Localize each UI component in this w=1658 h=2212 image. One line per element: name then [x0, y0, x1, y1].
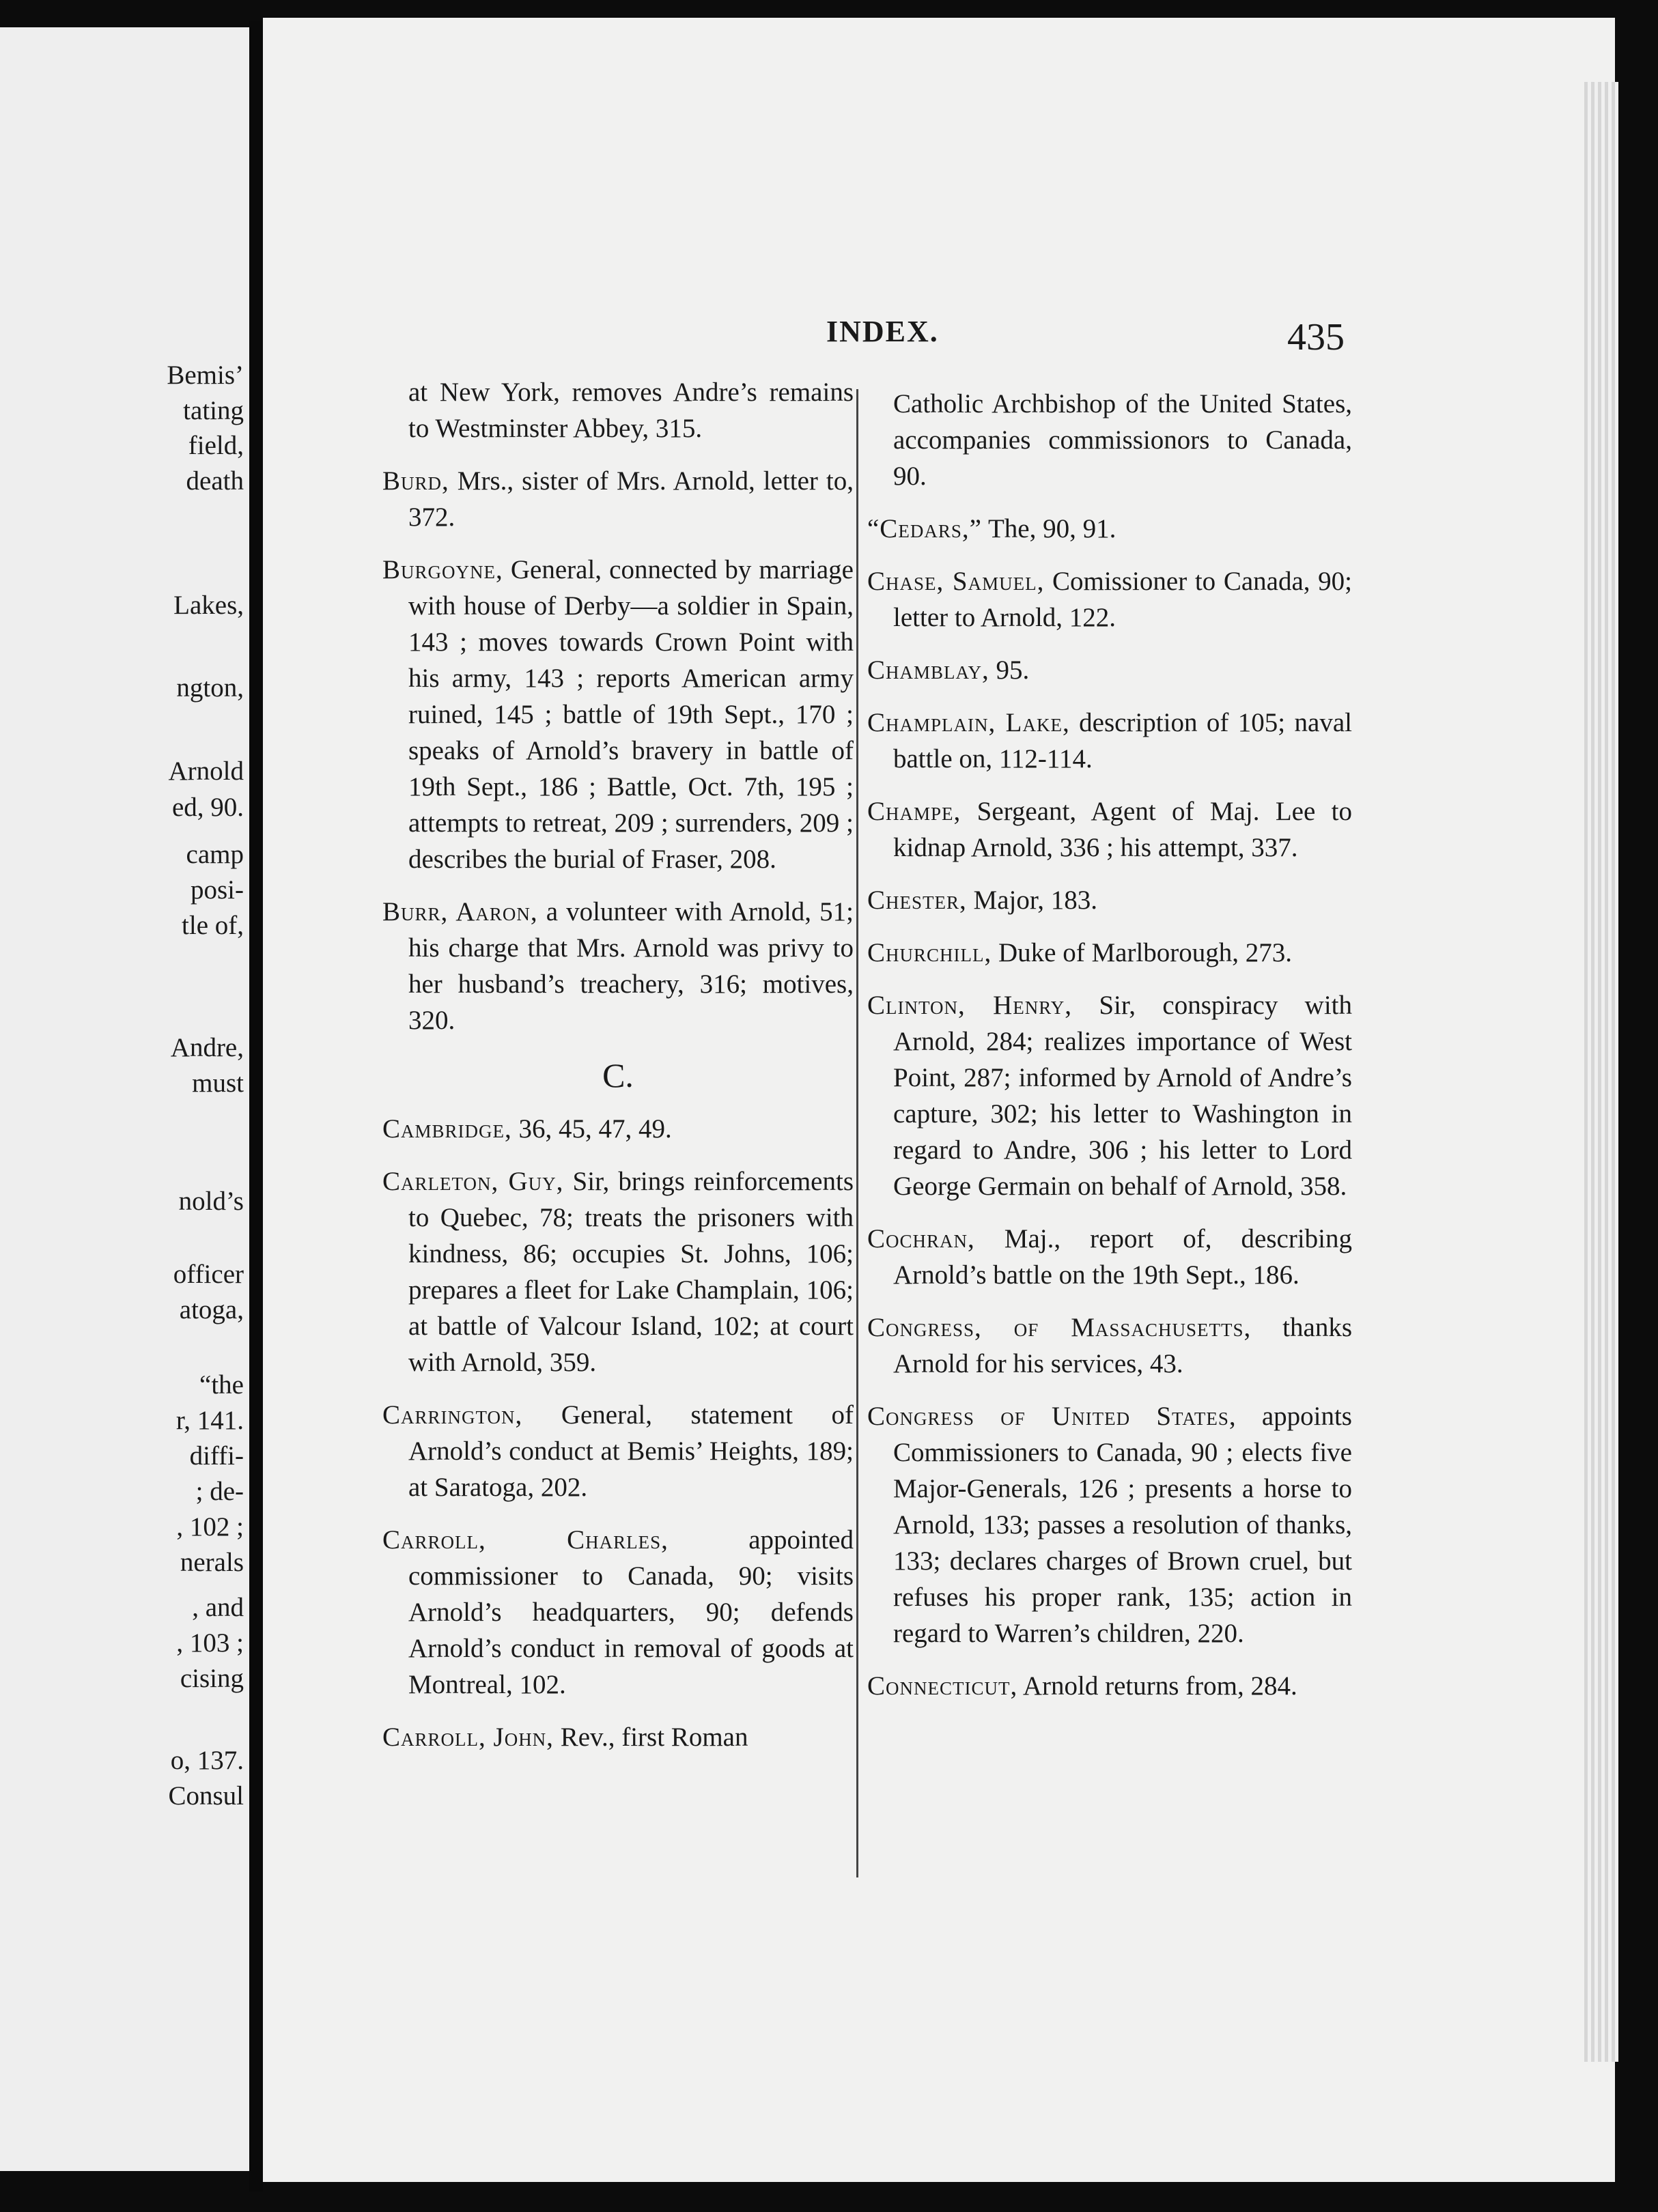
left-fragment: nerals — [180, 1548, 244, 1577]
entry-text: The, 90, 91. — [981, 514, 1116, 543]
index-entry — [382, 1163, 854, 1380]
index-entry — [867, 563, 1352, 636]
entry-headword: Chester, — [867, 885, 967, 915]
entries-c-continued — [867, 386, 1352, 1704]
entry-text: Duke of Marlborough, 273. — [992, 938, 1293, 967]
entry-text: General, statement of Arnold’s conduct at Bemis’ Heights, 189; at Saratoga, 202. — [408, 1400, 854, 1502]
page-edges — [1584, 82, 1618, 2062]
index-entry — [867, 386, 1352, 494]
left-fragment: , and — [192, 1593, 244, 1622]
entry-headword: Burr, Aaron, — [382, 897, 538, 926]
entry-headword: Champe, — [867, 797, 961, 826]
column-rule — [856, 389, 858, 1877]
left-fragment: death — [186, 466, 244, 496]
entry-headword: Chamblay, — [867, 655, 989, 685]
entry-text: Sergeant, Agent of Maj. Lee to kidnap Arnold, 336 ; his attempt, 337. — [893, 797, 1352, 862]
entry-headword: Carleton, Guy, — [382, 1167, 564, 1196]
entry-text: appoints Commissioners to Canada, 90 ; elects five Major-Generals, 126 ; presents a horse to Arnold, 133; passes a resolution of thanks, 133; declares charges of Brown cruel, but refuses his proper rank, 135; action in regard to Warren’s children, 220. — [893, 1402, 1352, 1648]
entry-headword: Congress, of Massachusetts, — [867, 1313, 1252, 1342]
entry-text: description of 105; naval battle on, 112-114. — [893, 708, 1352, 774]
entry-text: General, connected by marriage with house of Derby—a soldier in Spain, 143 ; moves towards Crown Point with his army, 143 ; reports American army ruined, 145 ; battle of 19th Sept., 170 ; speaks of Arnold’s bravery in battle of 19th Sept., 186 ; Battle, Oct. 7th, 195 ; attempts to retreat, 209 ; surrenders, 209 ; describes the burial of Fraser, 208. — [408, 555, 854, 874]
index-entry — [382, 894, 854, 1038]
left-fragment: o, 137. — [170, 1746, 244, 1775]
left-fragment: Consul — [168, 1781, 244, 1811]
entry-text: Sir, conspiracy with Arnold, 284; realizes importance of West Point, 287; informed by Arnold of Andre’s capture, 302; his letter to Washington in regard to Andre, 306 ; his letter to Lord George Germain on behalf of Arnold, 358. — [893, 991, 1353, 1201]
index-entry — [382, 1397, 854, 1505]
left-fragment: , 103 ; — [176, 1628, 244, 1658]
entry-headword: Carroll, Charles, — [382, 1525, 669, 1555]
left-fragment: Andre, — [170, 1033, 244, 1062]
entry-text: Sir, brings reinforcements to Quebec, 78; treats the prisoners with kindness, 86; occupies St. Johns, 106; prepares a fleet for Lake Champlain, 106; at battle of Valcour Island, 102; at court with Arnold, 359. — [408, 1167, 854, 1377]
index-entry — [382, 1719, 854, 1755]
entry-headword: Chase, Samuel, — [867, 567, 1045, 596]
index-entry — [867, 1668, 1352, 1704]
index-entry — [382, 1111, 854, 1147]
entries-c — [382, 1111, 854, 1755]
index-entry — [382, 552, 854, 877]
index-column-right — [867, 386, 1352, 1720]
entry-text: Arnold returns from, 284. — [1017, 1671, 1297, 1701]
left-fragment: ngton, — [176, 673, 244, 703]
left-fragment: field, — [188, 431, 244, 460]
left-fragment: ; de- — [195, 1477, 244, 1506]
entry-text: thanks Arnold for his services, 43. — [893, 1313, 1353, 1378]
left-fragment: tle of, — [182, 911, 244, 940]
entry-text: Major, 183. — [966, 885, 1098, 915]
left-fragment: atoga, — [179, 1295, 244, 1324]
entry-text: 95. — [989, 655, 1030, 685]
entry-headword: Burd, — [382, 466, 449, 496]
left-fragment: cising — [180, 1664, 244, 1693]
entry-headword: Burgoyne, — [382, 555, 503, 584]
index-entry — [867, 511, 1352, 547]
left-fragment: diffi- — [189, 1441, 244, 1471]
entry-headword: Churchill, — [867, 938, 992, 967]
book-gutter — [249, 20, 263, 2192]
index-entry — [867, 1309, 1352, 1382]
entry-headword: “Cedars,” — [867, 514, 982, 543]
entry-headword: Connecticut, — [867, 1671, 1018, 1701]
index-entry — [382, 374, 854, 446]
left-fragment: Arnold — [168, 756, 244, 786]
index-entry — [867, 935, 1352, 971]
left-fragment: r, 141. — [175, 1406, 244, 1435]
left-fragment: nold’s — [178, 1187, 244, 1216]
index-entry — [867, 793, 1352, 866]
entry-text: Rev., first Roman — [553, 1722, 748, 1752]
entry-headword: Carroll, John, — [382, 1722, 554, 1752]
index-column-left — [382, 374, 854, 1772]
left-fragment: , 102 ; — [176, 1512, 244, 1542]
left-fragment: tating — [183, 396, 244, 425]
left-page — [0, 27, 249, 2171]
page-number: 435 — [1287, 316, 1345, 358]
index-entry — [867, 705, 1352, 777]
left-fragment: officer — [173, 1260, 244, 1289]
entry-text: a volunteer with Arnold, 51; his charge that Mrs. Arnold was privy to her husband’s treachery, 316; motives, 320. — [408, 897, 854, 1035]
entry-text: Maj., report of, describing Arnold’s battle on the 19th Sept., 186. — [893, 1224, 1352, 1290]
entry-headword: Cambridge, — [382, 1114, 512, 1144]
left-fragment: posi- — [191, 875, 244, 905]
entry-text: Mrs., sister of Mrs. Arnold, letter to, 372. — [408, 466, 854, 532]
entry-text: Catholic Archbishop of the United States, accompanies commissionors to Canada, 90. — [893, 389, 1352, 491]
left-fragment: must — [192, 1068, 244, 1098]
index-entry — [867, 1398, 1352, 1651]
left-fragment: Lakes, — [173, 591, 244, 620]
left-fragment: camp — [186, 840, 244, 869]
entry-text: 36, 45, 47, 49. — [511, 1114, 672, 1144]
entry-headword: Carrington, — [382, 1400, 523, 1430]
entries-b — [382, 374, 854, 1038]
index-entry — [382, 463, 854, 535]
index-entry — [382, 1522, 854, 1703]
entry-text: appointed commissioner to Canada, 90; visits Arnold’s headquarters, 90; defends Arnold’s conduct in removal of goods at Montreal, 102. — [408, 1525, 854, 1699]
entry-text: Comissioner to Canada, 90; letter to Arnold, 122. — [893, 567, 1352, 632]
index-entry — [867, 987, 1352, 1204]
left-fragment: Bemis’ — [167, 360, 244, 390]
section-letter: C. — [602, 1056, 634, 1094]
entry-headword: Cochran, — [867, 1224, 975, 1253]
index-entry — [867, 882, 1352, 918]
entry-text: at New York, removes Andre’s remains to Westminster Abbey, 315. — [408, 378, 854, 443]
entry-headword: Clinton, Henry, — [867, 991, 1073, 1020]
index-entry — [867, 652, 1352, 688]
entry-headword: Champlain, Lake, — [867, 708, 1070, 737]
left-fragment: ed, 90. — [171, 793, 244, 822]
running-head: INDEX. — [826, 315, 939, 348]
entry-headword: Congress of United States, — [867, 1402, 1237, 1431]
index-entry — [867, 1221, 1352, 1293]
left-fragment: “the — [199, 1370, 244, 1400]
